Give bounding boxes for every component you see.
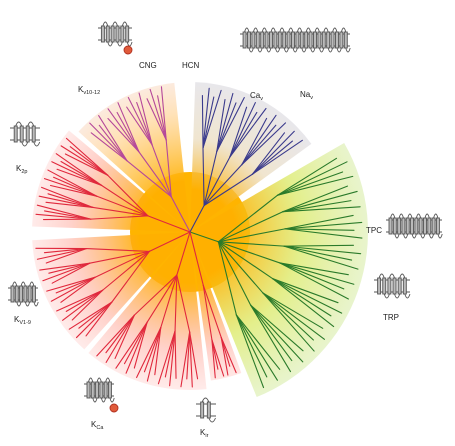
helix (415, 218, 418, 234)
topology-icon-kir (196, 398, 216, 422)
label-hcn: HCN (182, 62, 199, 70)
helix (432, 218, 435, 234)
cyclic-nucleotide-binding-icon (110, 404, 118, 412)
helix (11, 286, 14, 302)
loop (127, 42, 132, 46)
helix (428, 218, 431, 234)
helix (265, 32, 268, 48)
helix (207, 402, 210, 418)
loop (275, 48, 279, 52)
clade-backgrounds (32, 82, 368, 397)
helix (402, 218, 405, 234)
helix (121, 26, 124, 42)
helix (393, 218, 396, 234)
helix (91, 382, 94, 398)
clade-cav-nav-leaf (202, 96, 203, 148)
loop (89, 378, 93, 382)
loop (421, 234, 425, 238)
helix (256, 32, 259, 48)
helix (436, 218, 439, 234)
label-cav: $Ca_v$ (250, 92, 263, 103)
helix (252, 32, 255, 48)
helix (32, 286, 35, 302)
loop (93, 398, 97, 402)
loop (346, 48, 350, 52)
loop (249, 48, 253, 52)
helix (388, 278, 391, 294)
helix (398, 218, 401, 234)
loop (384, 294, 389, 298)
loop (106, 378, 110, 382)
loop (399, 214, 403, 218)
helix (20, 126, 23, 142)
helix (383, 278, 386, 294)
helix (87, 382, 90, 398)
helix (411, 218, 414, 234)
loop (34, 142, 40, 146)
helix (287, 32, 290, 48)
helix (398, 278, 401, 294)
helix (300, 32, 303, 48)
loop (258, 48, 262, 52)
label-trp: TRP (383, 314, 399, 322)
loop (262, 28, 266, 32)
loop (328, 48, 332, 52)
helix (331, 32, 334, 48)
loop (97, 378, 101, 382)
helix (403, 278, 406, 294)
helix (269, 32, 272, 48)
loop (284, 48, 288, 52)
helix (274, 32, 277, 48)
label-cng: CNG (139, 62, 157, 70)
loop (28, 122, 34, 126)
loop (337, 48, 341, 52)
helix (318, 32, 321, 48)
loop (30, 282, 34, 286)
helix (322, 32, 325, 48)
loop (341, 28, 345, 32)
helix (283, 32, 286, 48)
loop (408, 214, 412, 218)
loop (438, 234, 442, 238)
helix (340, 32, 343, 48)
topology-icon-tpc (386, 214, 442, 238)
helix (309, 32, 312, 48)
helix (261, 32, 264, 48)
helix (24, 286, 27, 302)
loop (271, 28, 275, 32)
loop (280, 28, 284, 32)
loop (315, 28, 319, 32)
loop (25, 302, 29, 306)
helix (106, 26, 109, 42)
label-k2p: $K_{2p}$ (16, 165, 27, 176)
helix (96, 382, 99, 398)
helix (327, 32, 330, 48)
loop (412, 234, 416, 238)
loop (324, 28, 328, 32)
helix (406, 218, 409, 234)
loop (110, 398, 114, 402)
loop (101, 398, 105, 402)
loop (395, 294, 400, 298)
label-kv1-9: $K_{V1-9}$ (14, 316, 31, 327)
loop (289, 28, 293, 32)
helix (296, 32, 299, 48)
topology-icon-cng (98, 22, 132, 54)
helix (423, 218, 426, 234)
loop (245, 28, 249, 32)
label-kv10-12: $K_{v10-12}$ (78, 86, 100, 97)
helix (335, 32, 338, 48)
helix (305, 32, 308, 48)
loop (434, 214, 438, 218)
helix (393, 278, 396, 294)
loop (405, 294, 410, 298)
helix (108, 382, 111, 398)
loop (395, 234, 399, 238)
loop (306, 28, 310, 32)
loop (13, 282, 17, 286)
loop (113, 22, 118, 26)
loop (391, 214, 395, 218)
loop (389, 274, 394, 278)
helix (101, 26, 104, 42)
helix (126, 26, 129, 42)
helix (201, 402, 204, 418)
loop (400, 274, 405, 278)
loop (293, 48, 297, 52)
helix (111, 26, 114, 42)
loop (319, 48, 323, 52)
loop (117, 42, 122, 46)
loop (209, 418, 216, 422)
loop (333, 28, 337, 32)
loop (302, 48, 306, 52)
loop (202, 398, 209, 402)
loop (108, 42, 113, 46)
loop (403, 234, 407, 238)
loop (34, 302, 38, 306)
topology-icon-cav-nav (240, 28, 350, 52)
helix (15, 286, 18, 302)
loop (17, 302, 21, 306)
helix (389, 218, 392, 234)
helix (20, 286, 23, 302)
helix (291, 32, 294, 48)
helix (344, 32, 347, 48)
topology-icon-kv1-9 (8, 282, 38, 306)
helix (247, 32, 250, 48)
helix (28, 286, 31, 302)
helix (378, 278, 381, 294)
loop (425, 214, 429, 218)
helix (104, 382, 107, 398)
helix (14, 126, 17, 142)
loop (429, 234, 433, 238)
loop (297, 28, 301, 32)
topology-icon-k2p (10, 122, 40, 146)
loop (253, 28, 257, 32)
helix (278, 32, 281, 48)
topology-icon-trp (374, 274, 410, 298)
loop (379, 274, 384, 278)
label-tpc: TPC (366, 227, 382, 235)
label-kir: $K_{ir}$ (200, 429, 208, 440)
loop (416, 214, 420, 218)
loop (311, 48, 315, 52)
topology-icon-kca (84, 378, 118, 412)
helix (243, 32, 246, 48)
loop (103, 22, 108, 26)
loop (122, 22, 127, 26)
label-kca: $K_{Ca}$ (91, 421, 103, 432)
helix (26, 126, 29, 142)
label-nav: $Na_v$ (300, 91, 313, 102)
helix (419, 218, 422, 234)
cyclic-nucleotide-binding-icon (124, 46, 132, 54)
helix (313, 32, 316, 48)
helix (32, 126, 35, 142)
loop (16, 122, 22, 126)
helix (100, 382, 103, 398)
loop (22, 142, 28, 146)
helix (116, 26, 119, 42)
loop (267, 48, 271, 52)
loop (21, 282, 25, 286)
